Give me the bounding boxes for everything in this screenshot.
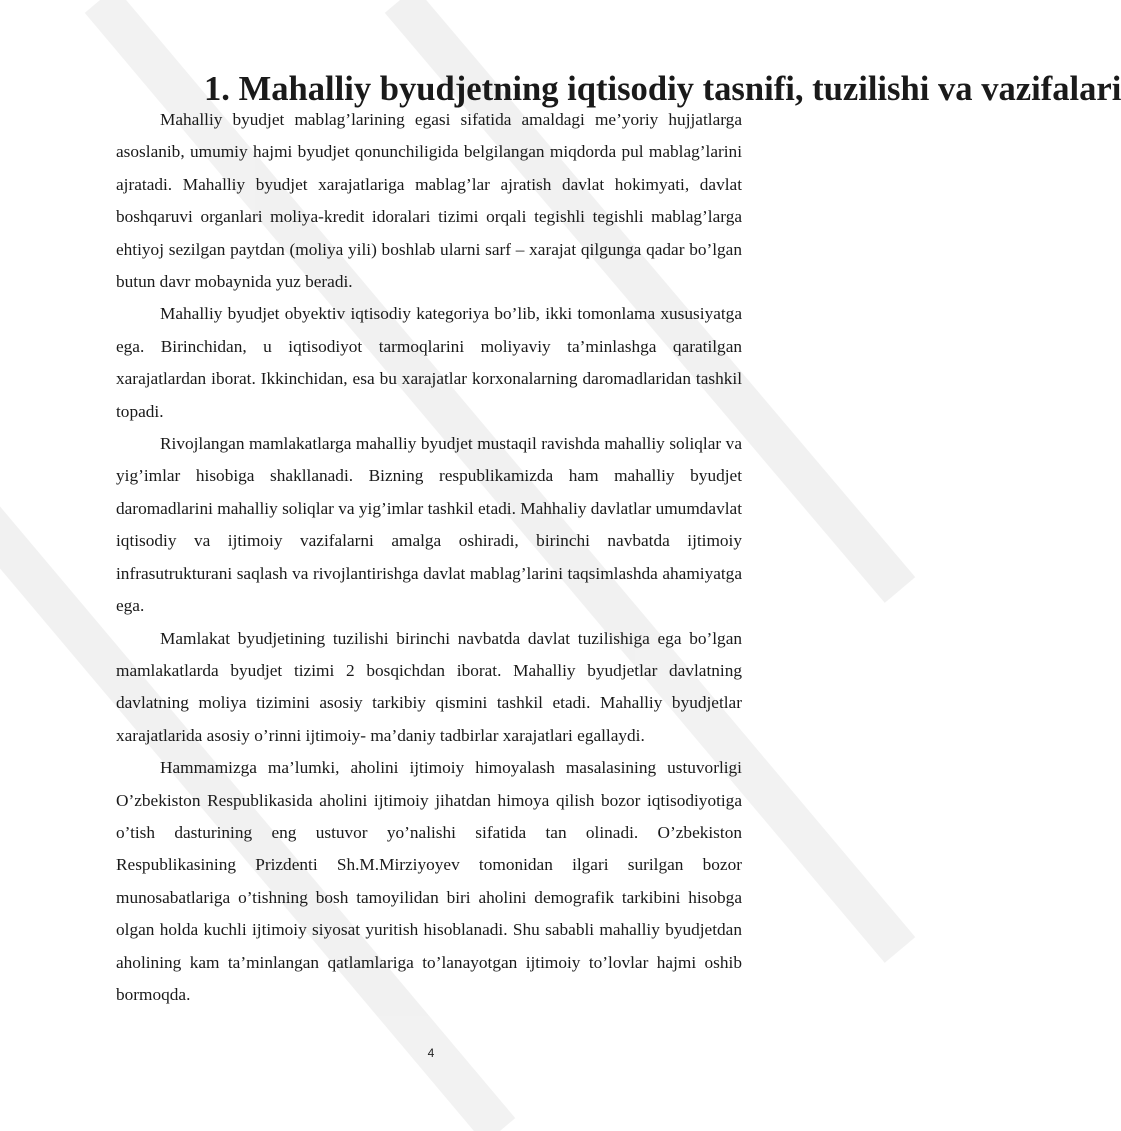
section-heading: 1. Mahalliy byudjetning iqtisodiy tasnifi, tuzilishi va vazifalari (204, 70, 1121, 108)
page-number: 4 (427, 1046, 435, 1060)
paragraph: Mahalliy byudjet obyektiv iqtisodiy kategoriya bo’lib, ikki tomonlama xususiyatga ega. Birinchidan, u iqtisodiyot tarmoqlarini moliyaviy ta’minlashga qaratilgan xarajatlardan iborat. Ikkinchidan, esa bu xarajatlar korxonalarning daromadlaridan tashkil topadi. (116, 304, 742, 421)
paragraph: Rivojlangan mamlakatlarga mahalliy byudjet mustaqil ravishda mahalliy soliqlar va yig’imlar hisobiga shakllanadi. Bizning respublikamizda ham mahalliy byudjet daromadlarini mahalliy soliqlar va yig’imlar tashkil etadi. Mahhaliy davlatlar umumdavlat iqtisodiy va ijtimoiy vazifalarni amalga oshiradi, birinchi navbatda ijtimoiy infrasutrukturani saqlash va rivojlantirishga davlat mablag’larini taqsimlashda ahamiyatga ega. (116, 434, 742, 616)
paragraph: Hammamizga ma’lumki, aholini ijtimoiy himoyalash masalasining ustuvorligi O’zbekiston Respublikasida aholini ijtimoiy jihatdan himoya qilish bozor iqtisodiyotiga o’tish dasturining eng ustuvor yo’nalishi sifatida tan olinadi. O’zbekiston Respublikasining Prizdenti Sh.M.Mirziyoyev tomonidan ilgari surilgan bozor munosabatlariga o’tishning bosh tamoyilidan biri aholini demografik tarkibini hisobga olgan holda kuchli ijtimoiy siyosat yuritish hisoblanadi. Shu sababli mahalliy byudjetdan aholining kam ta’minlangan qatlamlariga to’lanayotgan ijtimoiy to’lovlar hajmi oshib bormoqda. (116, 758, 742, 1004)
document-body (116, 70, 1121, 1011)
paragraph: Mamlakat byudjetining tuzilishi birinchi navbatda davlat tuzilishiga ega bo’lgan mamlakatlarda byudjet tizimi 2 bosqichdan iborat. Mahalliy byudjetlar davlatning davlatning moliya tizimini asosiy tarkibiy qismini tashkil etadi. Mahalliy byudjetlar xarajatlarida asosiy o’rinni ijtimoiy- ma’daniy tadbirlar xarajatlari egallaydi. (116, 628, 742, 745)
paragraph: Mahalliy byudjet mablag’larining egasi sifatida amaldagi me’yoriy hujjatlarga asoslanib, umumiy hajmi byudjet qonunchiligida belgilangan miqdorda pul mablag’larini ajratadi. Mahalliy byudjet xarajatlariga mablag’lar ajratish davlat hokimyati, davlat boshqaruvi organlari moliya-kredit idoralari tizimi orqali tegishli tegishli mablag’larga ehtiyoj sezilgan paytdan (moliya yili) boshlab ularni sarf – xarajat qilgunga qadar bo’lgan butun davr mobaynida yuz beradi. (116, 110, 742, 292)
